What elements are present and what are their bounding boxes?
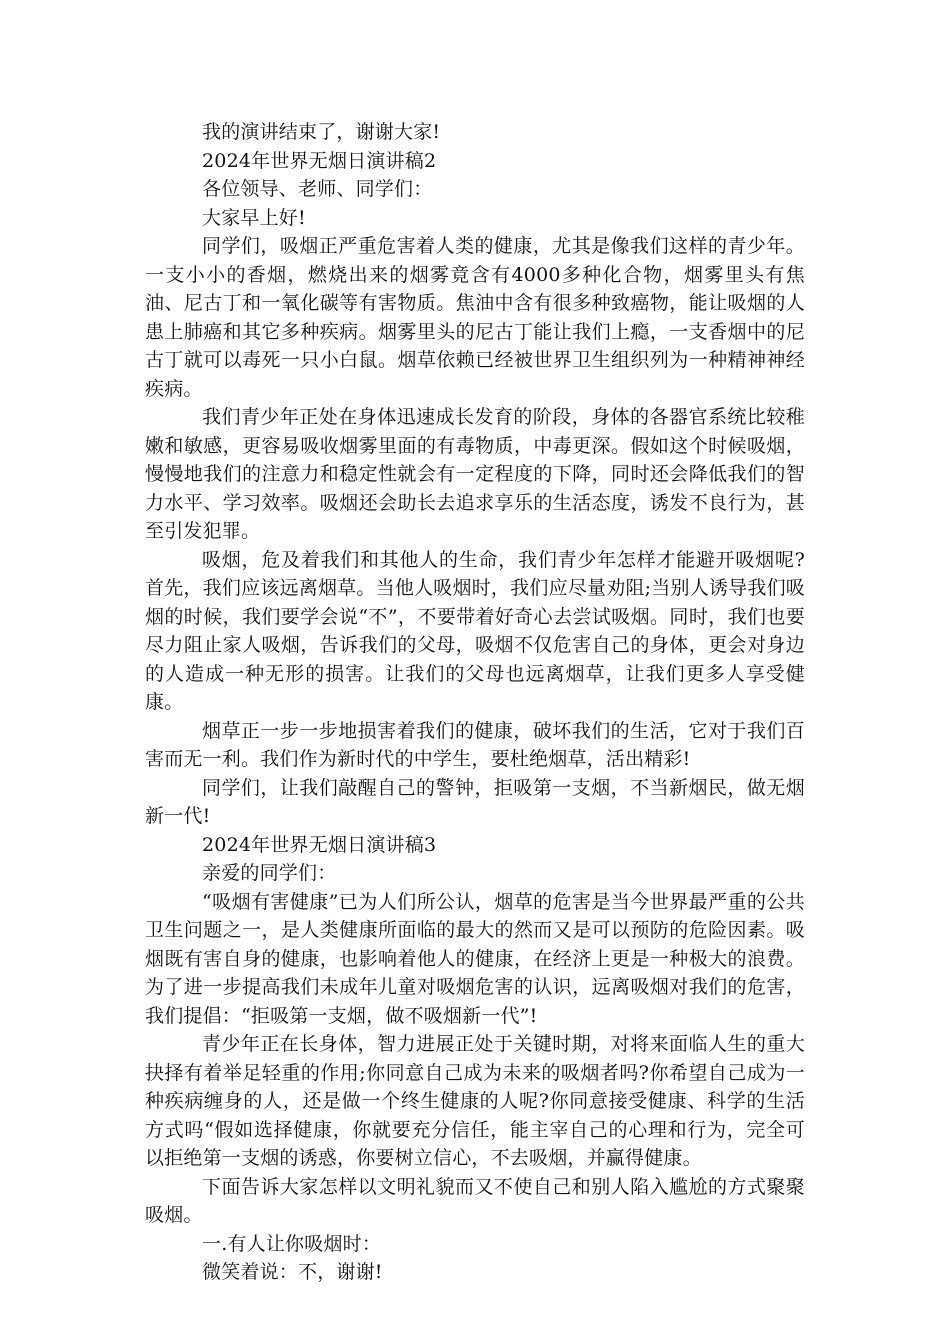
speech-2-paragraph: 同学们，吸烟正严重危害着人类的健康，尤其是像我们这样的青少年。一支小小的香烟，燃烧出来的烟雾竟含有4000多种化合物，烟雾里头有焦油、尼古丁和一氧化碳等有害物质。焦油中含有很多种致癌物，能让吸烟的人患上肺癌和其它多种疾病。烟雾里头的尼古丁能让我们上瘾，一支香烟中的尼古丁就可以毒死一只小白鼠。烟草依赖已经被世界卫生组织列为一种精神神经疾病。 — [145, 235, 805, 400]
speech-3-list-heading: 一.有人让你吸烟时： — [202, 1232, 382, 1255]
closing-line: 我的演讲结束了，谢谢大家! — [202, 121, 441, 143]
speech-2-salutation: 各位领导、老师、同学们： — [202, 178, 433, 200]
speech-3-salutation: 亲爱的同学们： — [202, 862, 337, 884]
speech-2-paragraph: 吸烟，危及着我们和其他人的生命，我们青少年怎样才能避开吸烟呢?首先，我们应该远离烟草。当他人吸烟时，我们应尽量劝阻;当别人诱导我们吸烟的时候，我们要学会说“不”，不要带着好奇心去尝试吸烟。同时，我们也要尽力阻止家人吸烟，告诉我们的父母，吸烟不仅危害自己的身体，更会对身边的人造成一种无形的损害。让我们的父母也远离烟草，让我们更多人享受健康。 — [145, 548, 805, 713]
speech-2-paragraph: 我们青少年正处在身体迅速成长发育的阶段，身体的各器官系统比较稚嫩和敏感，更容易吸收烟雾里面的有毒物质，中毒更深。假如这个时候吸烟，慢慢地我们的注意力和稳定性就会有一定程度的下降，同时还会降低我们的智力水平、学习效率。吸烟还会助长去追求享乐的生活态度，诱发不良行为，甚至引发犯罪。 — [145, 406, 805, 542]
speech-2-title: 2024年世界无烟日演讲稿2 — [202, 149, 437, 172]
speech-3-paragraph: 青少年正在长身体，智力进展正处于关键时期，对将来面临人生的重大抉择有着举足轻重的作用;你同意自己成为未来的吸烟者吗?你希望自己成为一种疾病缠身的人，还是做一个终生健康的人呢?你同意接受健康、科学的生活方式吗“假如选择健康，你就要充分信任，能主宰自己的心理和行为，完全可以拒绝第一支烟的诱惑，你要树立信心，不去吸烟，并赢得健康。 — [145, 1033, 805, 1169]
speech-2-greeting: 大家早上好! — [202, 206, 306, 229]
speech-3-paragraph: 微笑着说：不，谢谢! — [202, 1261, 383, 1283]
speech-2-paragraph: 同学们，让我们敲醒自己的警钟，拒吸第一支烟，不当新烟民，做无烟新一代! — [145, 776, 805, 827]
speech-3-paragraph: 下面告诉大家怎样以文明礼貌而又不使自己和别人陷入尴尬的方式聚聚吸烟。 — [145, 1175, 805, 1226]
speech-2-paragraph: 烟草正一步一步地损害着我们的健康，破坏我们的生活，它对于我们百害而无一利。我们作为新时代的中学生，要杜绝烟草，活出精彩! — [145, 719, 805, 770]
speech-3-paragraph: “吸烟有害健康”已为人们所公认，烟草的危害是当今世界最严重的公共卫生问题之一，是人类健康所面临的最大的然而又是可以预防的危险因素。吸烟既有害自身的健康，也影响着他人的健康，在经济上更是一种极大的浪费。为了进一步提高我们未成年儿童对吸烟危害的认识，远离吸烟对我们的危害，我们提倡：“拒吸第一支烟，做不吸烟新一代”! — [145, 890, 805, 1027]
speech-3-title: 2024年世界无烟日演讲稿3 — [202, 833, 437, 856]
document-body — [145, 118, 805, 1287]
